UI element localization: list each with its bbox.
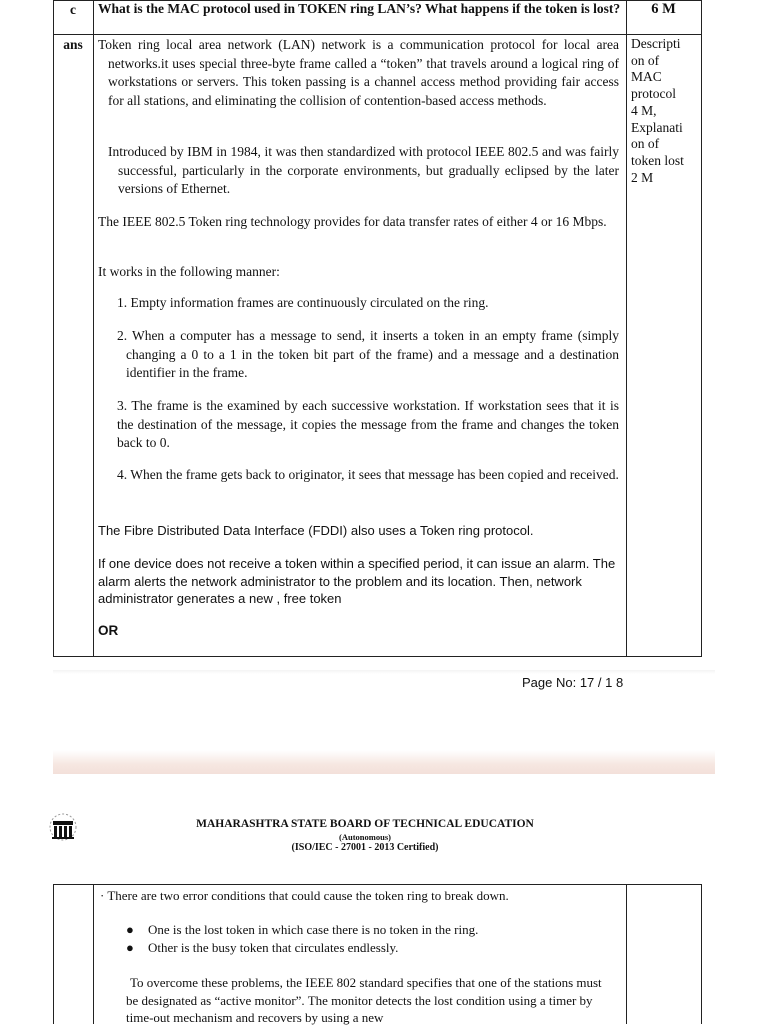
answer-paragraph-6: If one device does not receive a token within a specified period, it can issue an alarm. The alarm alerts the network administrator to the problem and its location. Then, network administrator generates a new , free token [98,556,616,606]
answer-label: ans [63,37,83,52]
answer-paragraph-5: The Fibre Distributed Data Interface (FDDI) also uses a Token ring protocol. [98,523,534,538]
answer-paragraph-3: The IEEE 802.5 Token ring technology provides for data transfer rates of either 4 or 16 Mbps. [98,214,607,229]
page-number: Page No: 17 / 1 8 [522,675,624,690]
marks-scheme-line: on of [631,136,660,152]
question-text: What is the MAC protocol used in TOKEN ring LAN’s? What happens if the token is lost? [98,1,621,16]
marks-scheme-line: token lost [631,152,684,168]
answer-paragraph-2: Introduced by IBM in 1984, it was then standardized with protocol IEEE 802.5 and was fairly successful, particularly in the corporate environments, but gradually eclipsed by the later versions of Ethernet. [108,144,619,196]
board-iso: (ISO/IEC - 27001 - 2013 Certified) [291,842,439,853]
answer-paragraph-4: It works in the following manner: [98,264,280,279]
list-item: ● Other is the busy token that circulates endlessly. [126,940,399,955]
answer-or: OR [98,623,119,638]
marks-scheme-line: Explanati [631,119,683,135]
marks-scheme-line: 2 M [631,169,654,185]
step-item: 3. The frame is the examined by each successive workstation. If workstation sees that it is the destination of the message, it copies the message from the frame and changes the token back to 0. [117,398,619,450]
bullet-icon: ● [126,940,134,955]
marks-scheme-line: Descripti [631,36,681,51]
question-marks: 6 M [651,1,676,17]
page-gap [53,670,715,674]
step-item: 2. When a computer has a message to send, it inserts a token in an empty frame (simply changing a 0 to a 1 in the token bit part of the frame) and a message and a destination identifier in the frame. [117,328,619,380]
answer-paragraph-1: Token ring local area network (LAN) network is a communication protocol for local area networks.it uses special three-byte frame called a “token” that travels around a logical ring of workstations or servers. This token passing is a channel access method providing fair access for all stations, and eliminating the collision of contention-based access methods. [98,37,619,108]
board-name: MAHARASHTRA STATE BOARD OF TECHNICAL EDUCATION [196,818,534,830]
page-separator [53,750,715,774]
marks-scheme [631,36,701,186]
marks-scheme-line: 4 M, [631,102,657,118]
marks-scheme-line: on of [631,52,660,68]
question-number: c [70,2,76,17]
continuation-paragraph: To overcome these problems, the IEEE 802 standard specifies that one of the stations must be designated as “active monitor”. The monitor detects the lost condition using a timer by time-out mechanism and recovers by using a new [126,975,602,1025]
continuation-intro: · There are two error conditions that could cause the token ring to break down. [100,888,509,903]
bullet-icon: ● [126,922,134,937]
board-autonomous: (Autonomous) [339,832,391,842]
step-item: 4. When the frame gets back to originator, it sees that message has been copied and received. [117,467,619,482]
msbte-logo [48,812,82,842]
marks-scheme-line: protocol [631,86,676,102]
step-item: 1. Empty information frames are continuously circulated on the ring. [117,295,489,310]
marks-scheme-line: MAC [631,69,662,85]
error-conditions-list [126,921,478,957]
list-item: ● One is the lost token in which case there is no token in the ring. [126,922,479,937]
